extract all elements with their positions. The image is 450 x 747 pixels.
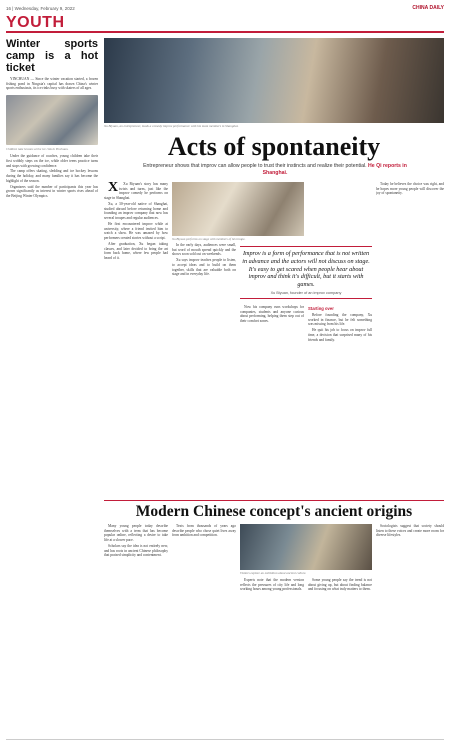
pull-quote xyxy=(240,246,372,299)
pull-quote-attribution: Xu Biyuan, founder of an improv company xyxy=(270,290,342,295)
bottom-caption: Visitors explore an exhibition about ancient culture. xyxy=(240,571,307,575)
first-paragraph-text: Xu Biyuan's story has many twists and turns, just like the improv comedy he performs on stage in Shanghai. xyxy=(104,182,168,201)
subhead-starting-over: Starting over xyxy=(308,306,334,311)
section-title: YOUTH xyxy=(6,14,65,31)
bottom-paragraph: Many young people today describe themselves with a term that has become popular online, reflecting a desire to take life at a slower pace. xyxy=(104,524,168,543)
main-paragraph: After graduation, Xu began taking classes, and later decided to bring the art form back home, where few people had heard of it. xyxy=(104,242,168,261)
bottom-column-5 xyxy=(376,524,444,738)
drop-cap: X xyxy=(108,182,119,195)
left-story xyxy=(6,38,98,708)
main-paragraph: Today he believes the choice was right, and he hopes more young people will discover the joy of spontaneity. xyxy=(376,182,444,196)
section-bar xyxy=(6,13,444,33)
main-deck xyxy=(130,163,420,176)
byline: He Qi reports in Shanghai. xyxy=(262,163,407,176)
deck-text: Entrepreneur shows that improv can allow people to trust their instincts and realize their potential. xyxy=(143,163,367,169)
main-column-5 xyxy=(376,182,444,497)
section-divider xyxy=(104,500,444,501)
main-paragraph: He quit his job to focus on improv full time, a decision that surprised many of his friends and family. xyxy=(308,328,372,342)
main-paragraph: Now his company runs workshops for companies, students and anyone curious about performing, helping them step out of their comfort zones. xyxy=(240,305,304,324)
inset-caption: Xu Biyuan performs on stage with members of his troupe. xyxy=(172,237,246,241)
bottom-paragraph: Some young people say the trend is not about giving up, but about finding balance and focusing on what truly matters to them. xyxy=(308,578,372,592)
main-column-1 xyxy=(104,182,168,497)
pull-quote-text: Improv is a form of performance that is not written in advance and the actors will not discuss on stage. It's easy to get scared when people hear about improv and think it's difficult, but it starts with games. xyxy=(242,250,370,289)
main-paragraph: Xu says improv teaches people to listen, to accept ideas and to build on them together, skills that are valuable both on stage and in everyday life. xyxy=(172,258,236,277)
bottom-paragraph: Sociologists suggest that society should listen to these voices and create more room for diverse lifestyles. xyxy=(376,524,444,538)
main-column-3 xyxy=(240,305,304,497)
main-paragraph: In the early days, audiences were small, but word of mouth spread quickly and the shows soon sold out on weekends. xyxy=(172,243,236,257)
main-paragraph: Xu, a 30-year-old native of Shanghai, studied abroad before returning home and founding an improv company that now has several troupes and regular audiences. xyxy=(104,202,168,221)
bottom-headline: Modern Chinese concept's ancient origins xyxy=(135,503,413,520)
main-paragraph: Before founding the company, Xu worked in finance, but he felt something was missing from his life. xyxy=(308,312,372,327)
left-photo xyxy=(6,95,98,145)
bottom-column-1 xyxy=(104,524,168,738)
hero-photo xyxy=(104,38,444,123)
left-caption: Children take lessons at the ice rink in Yinchuan. xyxy=(6,147,69,152)
bottom-paragraph: Scholars say the idea is not entirely new, and has roots in ancient Chinese philosophy that praised simplicity and contentment. xyxy=(104,544,168,558)
left-paragraph: Under the guidance of coaches, young children take their first wobbly steps on the ice, while older teens practice turns and stops with growing confidence. xyxy=(6,154,98,168)
main-column-4 xyxy=(308,305,372,497)
bottom-paragraph: Texts from thousands of years ago describe people who chose quiet lives away from ambition and competition. xyxy=(172,524,236,538)
left-paragraph: YINCHUAN — Since the winter vacation started, a frozen fishing pond in Ningxia's capital has drawn China's winter sports enthusiasts, its ice rinks busy with skaters of all ages. xyxy=(6,77,98,91)
left-headline: Winter sports camp is a hot ticket xyxy=(6,38,98,74)
bottom-column-3 xyxy=(240,578,304,738)
main-paragraph: He first encountered improv while at university, where a friend invited him to watch a show. He was amazed by how performers created stories without a script. xyxy=(104,222,168,241)
hero-caption: Xu Biyuan, an entrepreneur, leads a comedy improv performance with his team members in Shanghai. xyxy=(104,124,239,128)
main-column-2 xyxy=(172,243,236,497)
page-footer xyxy=(6,739,444,744)
masthead-logo: CHINA DAILY xyxy=(412,5,444,11)
bottom-paragraph: Experts note that the modern version reflects the pressures of city life and long working hours among young professionals. xyxy=(240,578,304,592)
page-info: 16 | Wednesday, February 9, 2022 xyxy=(6,5,75,11)
inset-photo xyxy=(172,182,304,236)
bottom-photo xyxy=(240,524,372,570)
main-headline: Acts of spontaneity xyxy=(167,132,381,161)
bottom-column-4 xyxy=(308,578,372,738)
left-paragraph: Organizers said the number of participants this year has grown significantly as interest in winter sports rises ahead of the Beijing Winter Olympics. xyxy=(6,184,98,199)
page-header xyxy=(6,4,444,12)
bottom-column-2 xyxy=(172,524,236,738)
left-paragraph: The camp offers skating, sledding and ice hockey lessons during the holiday, and many families say it has become the highlight of the season. xyxy=(6,169,98,183)
main-paragraph xyxy=(104,182,168,201)
